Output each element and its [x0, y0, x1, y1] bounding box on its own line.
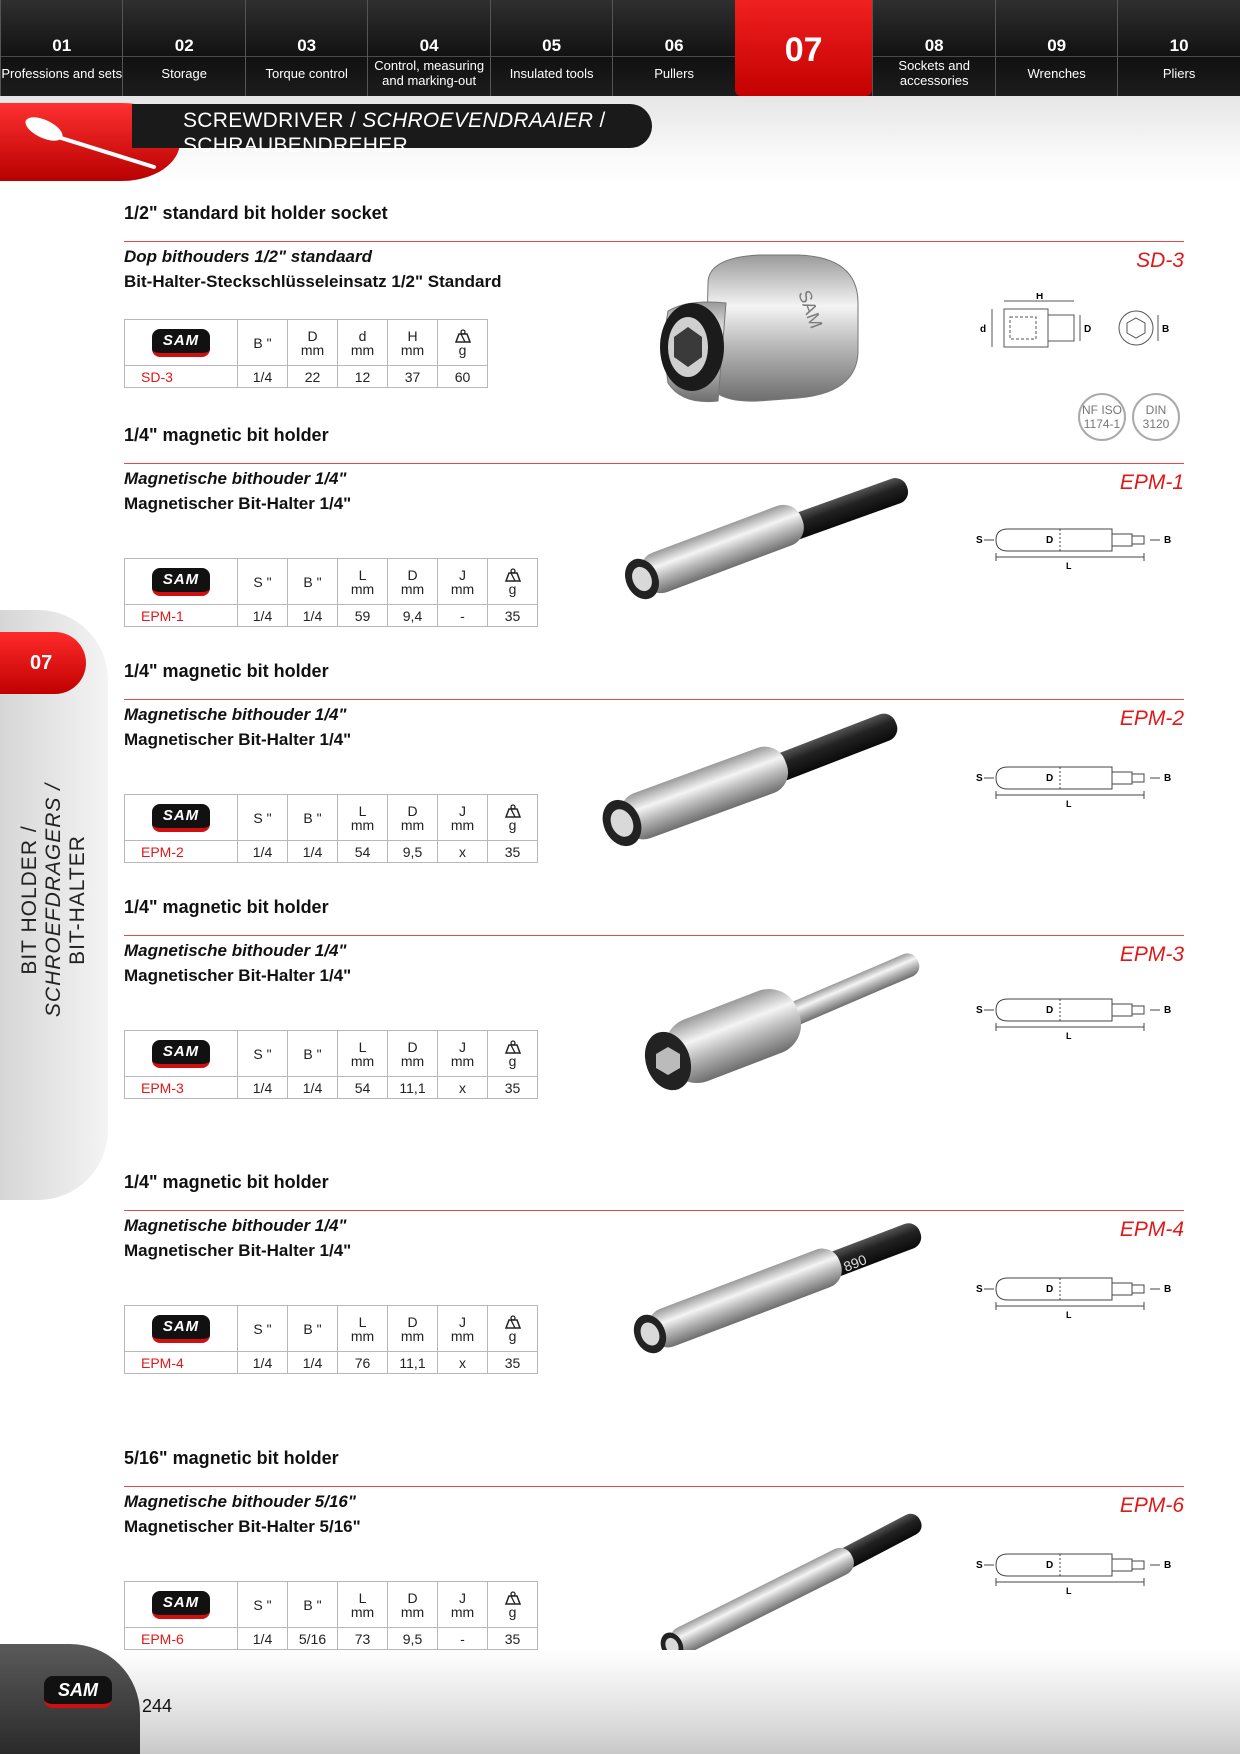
- product-title-nl: Magnetische bithouder 1/4": [124, 941, 347, 960]
- spec-table-header: [125, 559, 538, 605]
- header-cell: [438, 320, 488, 366]
- spec-table-header: [125, 320, 488, 366]
- dim-l: L: [1066, 561, 1072, 571]
- title-de: SCHRAUBENDREHER: [183, 134, 409, 157]
- holder-dimension-diagram: [976, 527, 1186, 580]
- nav-tab-01[interactable]: [0, 0, 122, 96]
- dim-s: S: [976, 535, 983, 546]
- side-label-de: BIT-HALTER: [66, 835, 89, 965]
- header-cell: [488, 1031, 538, 1077]
- epm-2-image: [586, 705, 916, 890]
- row-value: 1/4: [238, 366, 288, 388]
- dim-b: B: [1164, 1560, 1172, 1571]
- row-value: 1/4: [288, 1352, 338, 1374]
- row-value: x: [438, 1352, 488, 1374]
- spec-table: [124, 1581, 538, 1650]
- product-marking: 890: [841, 1251, 869, 1275]
- nav-tab-number: 05: [542, 36, 562, 55]
- logo-cell: [125, 559, 238, 605]
- row-value: 1/4: [238, 1077, 288, 1099]
- dim-d: d: [980, 324, 987, 335]
- row-code: EPM-1: [125, 605, 238, 627]
- row-value: 76: [338, 1352, 388, 1374]
- row-value: 22: [288, 366, 338, 388]
- header-symbol: d: [358, 327, 367, 344]
- side-chapter-tab[interactable]: 07: [0, 632, 86, 694]
- product-title-en: 1/4" magnetic bit holder: [124, 425, 329, 445]
- row-value: 1/4: [288, 1077, 338, 1099]
- header-cell: [338, 1582, 388, 1628]
- row-value: -: [438, 605, 488, 627]
- dim-b: B: [1164, 1005, 1172, 1016]
- row-code: EPM-3: [125, 1077, 238, 1099]
- header-cell: [238, 1306, 288, 1352]
- holder-dimension-diagram: [976, 765, 1186, 818]
- header-cell: [438, 1582, 488, 1628]
- product-title-nl: Magnetische bithouder 1/4": [124, 705, 347, 724]
- nav-tab-label: Pliers: [1162, 65, 1196, 81]
- header-unit: g: [508, 1052, 517, 1069]
- dim-l: L: [1066, 1310, 1072, 1320]
- nav-tab-02[interactable]: [122, 0, 244, 96]
- row-value: 54: [338, 841, 388, 863]
- dim-d: D: [1046, 1005, 1054, 1016]
- sam-logo: SAM: [152, 329, 210, 357]
- row-code: EPM-2: [125, 841, 238, 863]
- nav-tab-04[interactable]: [367, 0, 489, 96]
- weight-icon: [503, 1040, 523, 1054]
- header-symbol: S ": [253, 809, 272, 826]
- svg-text:SAM: SAM: [794, 287, 827, 332]
- epm-3-image: [628, 941, 938, 1126]
- spec-table: [124, 1030, 538, 1099]
- section-divider: [124, 241, 1184, 242]
- row-value: 35: [488, 1352, 538, 1374]
- sam-logo: SAM: [152, 568, 210, 596]
- sam-logo: SAM: [152, 1591, 210, 1619]
- header-unit: mm: [400, 1327, 425, 1344]
- row-code: SD-3: [125, 366, 238, 388]
- nav-tab-number: 07: [784, 31, 823, 69]
- header-cell: [238, 559, 288, 605]
- nav-tab-label: Wrenches: [1027, 65, 1086, 81]
- dim-h: H: [1036, 293, 1044, 302]
- row-value: x: [438, 1077, 488, 1099]
- header-cell: [338, 320, 388, 366]
- header-unit: mm: [400, 580, 425, 597]
- header-cell: [288, 1031, 338, 1077]
- row-code: EPM-4: [125, 1352, 238, 1374]
- header-unit: mm: [300, 341, 325, 358]
- header-cell: [488, 795, 538, 841]
- footer-background: [0, 1650, 1240, 1754]
- header-symbol: J: [459, 566, 466, 583]
- header-unit: mm: [400, 341, 425, 358]
- header-symbol: L: [358, 1038, 367, 1055]
- row-value: 1/4: [288, 841, 338, 863]
- table-row: [125, 1628, 538, 1650]
- row-value: 1/4: [238, 605, 288, 627]
- nav-tab-06[interactable]: [612, 0, 734, 96]
- header-cell: [438, 795, 488, 841]
- spec-table-header: [125, 1306, 538, 1352]
- epm-1-image: [612, 469, 922, 654]
- header-unit: mm: [400, 1603, 425, 1620]
- header-symbol: J: [459, 1038, 466, 1055]
- product-title-nl: Magnetische bithouder 1/4": [124, 469, 347, 488]
- header-symbol: B ": [303, 1596, 322, 1613]
- product-code: SD-3: [1136, 249, 1184, 272]
- table-row: [125, 605, 538, 627]
- product-code: EPM-2: [1119, 707, 1184, 730]
- product-title-nl: Magnetische bithouder 5/16": [124, 1492, 356, 1511]
- header-symbol: S ": [253, 1045, 272, 1062]
- nav-tab-label: Insulated tools: [509, 65, 594, 81]
- header-cell: [438, 1306, 488, 1352]
- header-symbol: D: [407, 802, 418, 819]
- row-value: 54: [338, 1077, 388, 1099]
- nav-tab-label: Pullers: [654, 65, 694, 81]
- header-cell: [288, 559, 338, 605]
- row-value: 1/4: [238, 1628, 288, 1650]
- product-title-en: 1/4" magnetic bit holder: [124, 1172, 329, 1192]
- product-title-nl: Dop bithouders 1/2" standaard: [124, 247, 372, 266]
- header-symbol: L: [358, 1589, 367, 1606]
- table-row: [125, 1352, 538, 1374]
- row-value: 35: [488, 605, 538, 627]
- header-unit: mm: [450, 580, 475, 597]
- section-divider: [124, 699, 1184, 700]
- header-cell: [488, 1306, 538, 1352]
- row-value: 35: [488, 1077, 538, 1099]
- nav-tab-number: 06: [664, 36, 684, 55]
- norm-name: NF ISO: [1081, 403, 1122, 417]
- sam-logo: SAM: [152, 1040, 210, 1068]
- section-divider: [124, 463, 1184, 464]
- header-cell: [288, 1582, 338, 1628]
- spec-table: [124, 1305, 538, 1374]
- row-value: 5/16: [288, 1628, 338, 1650]
- product-title-en: 1/4" magnetic bit holder: [124, 897, 329, 917]
- header-cell: [238, 320, 288, 366]
- header-cell: [288, 1306, 338, 1352]
- logo-cell: [125, 1306, 238, 1352]
- page-title: [183, 108, 606, 158]
- product-title-de: Magnetischer Bit-Halter 1/4": [124, 966, 352, 985]
- product-title-en: 1/4" magnetic bit holder: [124, 661, 329, 681]
- section-divider: [124, 1210, 1184, 1211]
- header-cell: [238, 795, 288, 841]
- dim-l: L: [1066, 799, 1072, 809]
- header-unit: g: [508, 1603, 517, 1620]
- dim-d: D: [1046, 773, 1054, 784]
- header-symbol: J: [459, 1589, 466, 1606]
- weight-icon: [503, 1315, 523, 1329]
- header-cell: [388, 1031, 438, 1077]
- product-title-de: Bit-Halter-Steckschlüsseleinsatz 1/2" Standard: [124, 272, 502, 291]
- norm-badge: [1078, 393, 1126, 441]
- nav-tab-05[interactable]: [490, 0, 612, 96]
- nav-tab-number: 02: [174, 36, 194, 55]
- category-nav: [0, 0, 1240, 96]
- section-divider: [124, 1486, 1184, 1487]
- nav-tab-07[interactable]: [735, 0, 873, 96]
- row-value: 73: [338, 1628, 388, 1650]
- title-sep: /: [593, 109, 606, 132]
- norm-name: DIN: [1145, 403, 1167, 417]
- header-unit: g: [508, 816, 517, 833]
- header-cell: [338, 795, 388, 841]
- header-cell: [388, 1306, 438, 1352]
- header-cell: [388, 795, 438, 841]
- nav-tab-label: Sockets and accessories: [898, 58, 970, 88]
- nav-tab-09[interactable]: [995, 0, 1117, 96]
- header-unit: mm: [350, 1052, 375, 1069]
- header-unit: g: [508, 1327, 517, 1344]
- sam-logo: SAM: [152, 1315, 210, 1343]
- nav-tab-number: 04: [419, 36, 439, 55]
- norm-number: 1174-1: [1083, 417, 1121, 431]
- side-label-nl: SCHROEFDRAGERS /: [42, 782, 65, 1018]
- product-code: EPM-6: [1119, 1494, 1184, 1517]
- dim-b: B: [1164, 535, 1172, 546]
- header-cell: [338, 559, 388, 605]
- product-title-nl: Magnetische bithouder 1/4": [124, 1216, 347, 1235]
- row-value: 9,4: [388, 605, 438, 627]
- footer-sam-logo: SAM: [44, 1676, 112, 1708]
- logo-cell: [125, 1031, 238, 1077]
- norm-number: 3120: [1142, 417, 1170, 431]
- header-cell: [488, 559, 538, 605]
- row-value: 37: [388, 366, 438, 388]
- product-code: EPM-3: [1119, 943, 1184, 966]
- dim-s: S: [976, 1005, 983, 1016]
- product-title-de: Magnetischer Bit-Halter 1/4": [124, 494, 352, 513]
- norm-badges: [1078, 393, 1186, 441]
- header-symbol: B ": [253, 334, 272, 351]
- side-chapter-label: [18, 770, 90, 1030]
- header-symbol: S ": [253, 573, 272, 590]
- holder-dimension-diagram: [976, 1276, 1186, 1329]
- header-cell: [438, 1031, 488, 1077]
- dim-B: B: [1162, 324, 1170, 335]
- nav-tab-label: Professions and sets: [1, 65, 123, 81]
- header-cell: [338, 1306, 388, 1352]
- header-symbol: S ": [253, 1596, 272, 1613]
- header-cell: [388, 1582, 438, 1628]
- row-value: 1/4: [238, 1352, 288, 1374]
- weight-icon: [503, 568, 523, 582]
- nav-tab-08[interactable]: [872, 0, 994, 96]
- spec-table-header: [125, 1582, 538, 1628]
- header-unit: mm: [350, 580, 375, 597]
- product-title-de: Magnetischer Bit-Halter 1/4": [124, 1241, 352, 1260]
- row-value: 59: [338, 605, 388, 627]
- dim-d: D: [1046, 1284, 1054, 1295]
- header-symbol: J: [459, 1313, 466, 1330]
- nav-tab-number: 09: [1047, 36, 1067, 55]
- header-unit: mm: [400, 1052, 425, 1069]
- row-value: 1/4: [238, 841, 288, 863]
- title-nl: SCHROEVENDRAAIER: [362, 109, 594, 132]
- header-unit: mm: [350, 1603, 375, 1620]
- header-unit: mm: [350, 816, 375, 833]
- row-value: 1/4: [288, 605, 338, 627]
- header-symbol: D: [407, 1038, 418, 1055]
- nav-tab-number: 01: [52, 36, 72, 55]
- header-cell: [438, 559, 488, 605]
- header-symbol: D: [407, 566, 418, 583]
- header-symbol: L: [358, 1313, 367, 1330]
- header-unit: g: [458, 341, 467, 358]
- header-symbol: D: [407, 1313, 418, 1330]
- product-title-de: Magnetischer Bit-Halter 1/4": [124, 730, 352, 749]
- row-value: 11,1: [388, 1352, 438, 1374]
- dim-s: S: [976, 1284, 983, 1295]
- header-unit: mm: [450, 1052, 475, 1069]
- dim-d: D: [1046, 535, 1054, 546]
- sam-logo: SAM: [152, 804, 210, 832]
- header-cell: [288, 320, 338, 366]
- header-cell: [388, 320, 438, 366]
- table-row: [125, 366, 488, 388]
- product-title-en: 5/16" magnetic bit holder: [124, 1448, 339, 1468]
- section-divider: [124, 935, 1184, 936]
- dim-D: D: [1084, 324, 1092, 335]
- product-code: EPM-1: [1119, 471, 1184, 494]
- nav-tab-label: Storage: [161, 65, 207, 81]
- header-unit: mm: [450, 816, 475, 833]
- nav-tab-label: Control, measuring and marking-out: [374, 58, 485, 88]
- socket-image: [648, 243, 870, 428]
- row-value: 11,1: [388, 1077, 438, 1099]
- side-label-en: BIT HOLDER /: [18, 825, 41, 975]
- header-symbol: B ": [303, 1320, 322, 1337]
- nav-tab-number: 10: [1169, 36, 1189, 55]
- header-unit: g: [508, 580, 517, 597]
- spec-table-header: [125, 1031, 538, 1077]
- norm-badge: [1132, 393, 1180, 441]
- spec-table: [124, 319, 488, 388]
- dim-b: B: [1164, 1284, 1172, 1295]
- header-symbol: B ": [303, 1045, 322, 1062]
- weight-icon: [453, 329, 473, 343]
- title-en: SCREWDRIVER /: [183, 109, 363, 132]
- header-unit: mm: [450, 1327, 475, 1344]
- weight-icon: [503, 1591, 523, 1605]
- weight-icon: [503, 804, 523, 818]
- header-symbol: L: [358, 566, 367, 583]
- header-symbol: S ": [253, 1320, 272, 1337]
- header-symbol: B ": [303, 809, 322, 826]
- product-title-de: Magnetischer Bit-Halter 5/16": [124, 1517, 361, 1536]
- header-symbol: B ": [303, 573, 322, 590]
- header-symbol: D: [307, 327, 318, 344]
- row-code: EPM-6: [125, 1628, 238, 1650]
- row-value: 9,5: [388, 1628, 438, 1650]
- row-value: 35: [488, 1628, 538, 1650]
- header-cell: [388, 559, 438, 605]
- spec-table: [124, 794, 538, 863]
- nav-tab-10[interactable]: [1117, 0, 1239, 96]
- dim-l: L: [1066, 1031, 1072, 1041]
- header-cell: [238, 1031, 288, 1077]
- header-unit: mm: [350, 341, 375, 358]
- product-code: EPM-4: [1119, 1218, 1184, 1241]
- row-value: x: [438, 841, 488, 863]
- row-value: 60: [438, 366, 488, 388]
- table-row: [125, 1077, 538, 1099]
- header-unit: mm: [350, 1327, 375, 1344]
- dim-l: L: [1066, 1586, 1072, 1596]
- epm-4-image: [620, 1216, 930, 1401]
- row-value: 35: [488, 841, 538, 863]
- logo-cell: [125, 1582, 238, 1628]
- spec-table-header: [125, 795, 538, 841]
- socket-dimension-diagram: [980, 293, 1180, 368]
- header-cell: [288, 795, 338, 841]
- row-value: 12: [338, 366, 388, 388]
- header-cell: [338, 1031, 388, 1077]
- dim-s: S: [976, 773, 983, 784]
- header-cell: [238, 1582, 288, 1628]
- holder-dimension-diagram: [976, 1552, 1186, 1605]
- dim-d: D: [1046, 1560, 1054, 1571]
- dim-b: B: [1164, 773, 1172, 784]
- nav-tab-number: 03: [297, 36, 317, 55]
- header-symbol: J: [459, 802, 466, 819]
- header-symbol: H: [407, 327, 418, 344]
- header-symbol: D: [407, 1589, 418, 1606]
- row-value: -: [438, 1628, 488, 1650]
- header-symbol: L: [358, 802, 367, 819]
- holder-dimension-diagram: [976, 997, 1186, 1050]
- row-value: 9,5: [388, 841, 438, 863]
- dim-s: S: [976, 1560, 983, 1571]
- logo-cell: [125, 320, 238, 366]
- nav-tab-number: 08: [924, 36, 944, 55]
- table-row: [125, 841, 538, 863]
- nav-tab-03[interactable]: [245, 0, 367, 96]
- product-title-en: 1/2" standard bit holder socket: [124, 203, 388, 223]
- header-unit: mm: [400, 816, 425, 833]
- page-number: 244: [142, 1696, 173, 1716]
- header-cell: [488, 1582, 538, 1628]
- header-unit: mm: [450, 1603, 475, 1620]
- nav-tab-label: Torque control: [265, 65, 348, 81]
- spec-table: [124, 558, 538, 627]
- logo-cell: [125, 795, 238, 841]
